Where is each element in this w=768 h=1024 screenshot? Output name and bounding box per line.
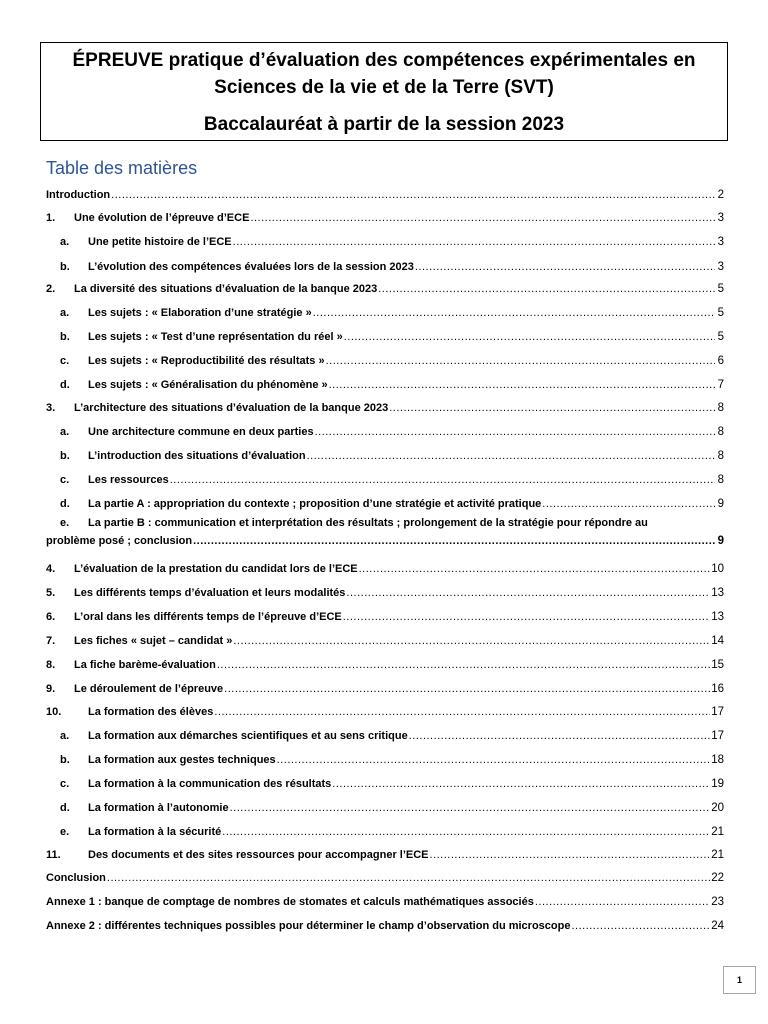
toc-entry-text: Conclusion	[46, 872, 106, 884]
toc-entry-section-2c[interactable]	[46, 348, 724, 368]
toc-entry-section-10[interactable]	[46, 699, 724, 719]
toc-leader-dots	[359, 562, 711, 576]
toc-entry-page: 8	[717, 402, 724, 414]
toc-entry-page: 8	[717, 426, 724, 438]
toc-entry-text: Les fiches « sujet – candidat »	[74, 635, 233, 647]
toc-entry-text: L’architecture des situations d’évaluation de la banque 2023	[74, 402, 389, 414]
toc-entry-number: b.	[60, 331, 70, 343]
toc-leader-dots	[224, 682, 710, 696]
toc-entry-text: Les sujets : « Elaboration d’une stratégie »	[88, 307, 312, 319]
toc-entry-text: La partie A : appropriation du contexte ; proposition d’une stratégie et activité pratique	[88, 498, 542, 510]
toc-entry-page: 9	[717, 535, 724, 547]
toc-entry-page: 9	[717, 498, 724, 510]
toc-entry-text: L’évaluation de la prestation du candidat lors de l’ECE	[74, 563, 358, 575]
toc-entry-text: Une petite histoire de l’ECE	[88, 236, 232, 248]
toc-entry-number: 3.	[46, 402, 56, 414]
toc-entry-section-3e[interactable]	[46, 514, 724, 550]
toc-leader-dots	[313, 306, 715, 320]
toc-entry-text: Annexe 2 : différentes techniques possibles pour déterminer le champ d’observation du microscope	[46, 920, 571, 932]
toc-leader-dots	[329, 378, 715, 392]
toc-entry-section-10a[interactable]	[46, 723, 724, 743]
toc-entry-number: 5.	[46, 587, 56, 599]
toc-leader-dots	[111, 188, 715, 202]
page-number: 1	[723, 966, 755, 994]
title-line-2: Sciences de la vie et de la Terre (SVT)	[214, 77, 554, 98]
title-line-3: Baccalauréat à partir de la session 2023	[203, 114, 565, 135]
toc-leader-dots	[542, 497, 715, 511]
toc-leader-dots	[326, 354, 715, 368]
toc-entry-section-3c[interactable]	[46, 467, 724, 487]
toc-heading: Table des matières	[46, 158, 198, 178]
toc-entry-text-continued: problème posé ; conclusion	[46, 535, 193, 547]
toc-entry-section-10b[interactable]	[46, 747, 724, 767]
toc-entry-annexe-1[interactable]	[46, 889, 724, 909]
toc-entry-number: c.	[60, 355, 70, 367]
toc-entry-text: Introduction	[46, 189, 111, 201]
toc-entry-page: 3	[717, 236, 724, 248]
toc-entry-page: 7	[717, 379, 724, 391]
toc-entry-page: 3	[717, 212, 724, 224]
toc-entry-page: 21	[711, 826, 724, 838]
toc-entry-text: Les sujets : « Test d’une représentation du réel »	[88, 331, 343, 343]
toc-entry-page: 13	[711, 611, 724, 623]
toc-entry-text: L’introduction des situations d’évaluation	[88, 450, 306, 462]
toc-entry-number: 2.	[46, 283, 56, 295]
toc-leader-dots	[230, 801, 711, 815]
toc-entry-text: Les ressources	[88, 474, 169, 486]
toc-entry-section-10d[interactable]	[46, 795, 724, 815]
toc-entry-section-3d[interactable]	[46, 491, 724, 511]
toc-entry-text: La partie B : communication et interprétation des résultats ; prolongement de la stratégie pour répondre au	[88, 517, 648, 529]
toc-entry-number: d.	[60, 498, 70, 510]
toc-entry-text: Des documents et des sites ressources pour accompagner l’ECE	[88, 849, 429, 861]
toc-entry-page: 19	[711, 778, 724, 790]
toc-entry-section-1a[interactable]	[46, 229, 724, 249]
toc-leader-dots	[233, 634, 710, 648]
toc-entry-number: 4.	[46, 563, 56, 575]
toc-entry-text: La fiche barème-évaluation	[74, 659, 216, 671]
toc-entry-page: 8	[717, 450, 724, 462]
toc-entry-section-10c[interactable]	[46, 771, 724, 791]
toc-leader-dots	[233, 235, 715, 249]
toc-entry-text: La formation des élèves	[88, 706, 214, 718]
toc-entry-section-2d[interactable]	[46, 372, 724, 392]
toc-entry-number: d.	[60, 379, 70, 391]
toc-entry-section-4[interactable]	[46, 556, 724, 576]
toc-leader-dots	[170, 473, 715, 487]
toc-entry-number: d.	[60, 802, 70, 814]
toc-entry-page: 24	[711, 920, 724, 932]
toc-leader-dots	[571, 919, 710, 933]
toc-entry-page: 22	[711, 872, 724, 884]
toc-entry-section-3a[interactable]	[46, 419, 724, 439]
toc-entry-page: 10	[711, 563, 724, 575]
toc-leader-dots	[346, 586, 710, 600]
toc-leader-dots	[217, 658, 710, 672]
toc-entry-page: 2	[717, 189, 724, 201]
toc-leader-dots	[343, 610, 710, 624]
toc-entry-page: 18	[711, 754, 724, 766]
toc-entry-section-1[interactable]	[46, 205, 724, 225]
toc-entry-number: 1.	[46, 212, 56, 224]
toc-leader-dots	[307, 449, 715, 463]
toc-entry-section-11[interactable]	[46, 842, 724, 862]
toc-leader-dots	[389, 401, 715, 415]
toc-entry-page: 3	[717, 261, 724, 273]
toc-entry-text: La formation à la sécurité	[88, 826, 222, 838]
toc-entry-section-10e[interactable]	[46, 819, 724, 839]
toc-entry-introduction[interactable]	[46, 182, 724, 202]
toc-leader-dots	[430, 848, 711, 862]
toc-entry-wrap-line-2	[46, 532, 724, 550]
document-title-box	[40, 42, 728, 141]
toc-entry-section-2[interactable]	[46, 276, 724, 296]
toc-entry-page: 14	[711, 635, 724, 647]
toc-entry-number: 9.	[46, 683, 56, 695]
toc-leader-dots	[535, 895, 710, 909]
toc-entry-page: 16	[711, 683, 724, 695]
toc-entry-page: 17	[711, 706, 724, 718]
toc-entry-number: e.	[60, 826, 70, 838]
toc-entry-number: a.	[60, 730, 70, 742]
toc-leader-dots	[214, 705, 710, 719]
toc-leader-dots	[415, 260, 715, 274]
toc-leader-dots	[222, 825, 710, 839]
toc-entry-number: b.	[60, 261, 70, 273]
toc-entry-section-1b[interactable]	[46, 254, 724, 274]
toc-entry-text: L’évolution des compétences évaluées lors de la session 2023	[88, 261, 414, 273]
title-line-1: ÉPREUVE pratique d’évaluation des compétences expérimentales en	[72, 50, 696, 71]
toc-leader-dots	[193, 532, 715, 550]
toc-entry-number: 7.	[46, 635, 56, 647]
toc-entry-text: La formation aux gestes techniques	[88, 754, 276, 766]
toc-entry-number: a.	[60, 426, 70, 438]
toc-entry-section-3b[interactable]	[46, 443, 724, 463]
toc-entry-section-2b[interactable]	[46, 324, 724, 344]
toc-entry-text: La diversité des situations d’évaluation de la banque 2023	[74, 283, 378, 295]
toc-leader-dots	[250, 211, 715, 225]
toc-entry-text: La formation à la communication des résultats	[88, 778, 332, 790]
toc-entry-page: 21	[711, 849, 724, 861]
toc-entry-page: 23	[711, 896, 724, 908]
toc-entry-number: c.	[60, 778, 70, 790]
toc-entry-number: c.	[60, 474, 70, 486]
toc-entry-text: La formation aux démarches scientifiques et au sens critique	[88, 730, 408, 742]
toc-entry-page: 5	[717, 283, 724, 295]
toc-entry-text: Le déroulement de l’épreuve	[74, 683, 224, 695]
toc-leader-dots	[409, 729, 710, 743]
toc-entry-text: Une architecture commune en deux parties	[88, 426, 314, 438]
toc-entry-number: a.	[60, 236, 70, 248]
toc-entry-page: 8	[717, 474, 724, 486]
toc-entry-page: 20	[711, 802, 724, 814]
toc-entry-number: b.	[60, 754, 70, 766]
toc-entry-conclusion[interactable]	[46, 865, 724, 885]
toc-entry-text: Les sujets : « Généralisation du phénomène »	[88, 379, 328, 391]
toc-entry-page: 5	[717, 307, 724, 319]
toc-entry-section-9[interactable]	[46, 676, 724, 696]
toc-entry-number: 6.	[46, 611, 56, 623]
toc-entry-number: e.	[60, 517, 70, 529]
toc-entry-number: 11.	[46, 849, 61, 861]
toc-entry-section-5[interactable]	[46, 580, 724, 600]
toc-entry-page: 5	[717, 331, 724, 343]
toc-entry-text: La formation à l’autonomie	[88, 802, 229, 814]
toc-leader-dots	[107, 871, 710, 885]
toc-entry-section-8[interactable]	[46, 652, 724, 672]
toc-entry-page: 17	[711, 730, 724, 742]
toc-entry-page: 6	[717, 355, 724, 367]
toc-entry-text: Les différents temps d’évaluation et leurs modalités	[74, 587, 346, 599]
toc-entry-text: Les sujets : « Reproductibilité des résultats »	[88, 355, 325, 367]
toc-entry-section-7[interactable]	[46, 628, 724, 648]
toc-leader-dots	[344, 330, 715, 344]
toc-leader-dots	[378, 282, 715, 296]
toc-entry-wrap-line-1	[46, 514, 724, 532]
toc-entry-text: L’oral dans les différents temps de l’épreuve d’ECE	[74, 611, 342, 623]
toc-entry-text: Une évolution de l’épreuve d’ECE	[74, 212, 250, 224]
toc-entry-page: 15	[711, 659, 724, 671]
toc-entry-page: 13	[711, 587, 724, 599]
toc-entry-text: Annexe 1 : banque de comptage de nombres de stomates et calculs mathématiques associés	[46, 896, 534, 908]
toc-entry-section-6[interactable]	[46, 604, 724, 624]
toc-leader-dots	[315, 425, 715, 439]
toc-entry-section-3[interactable]	[46, 395, 724, 415]
toc-entry-section-2a[interactable]	[46, 300, 724, 320]
toc-entry-number: 8.	[46, 659, 56, 671]
toc-leader-dots	[277, 753, 711, 767]
toc-entry-annexe-2[interactable]	[46, 913, 724, 933]
toc-leader-dots	[332, 777, 710, 791]
toc-entry-number: 10.	[46, 706, 62, 718]
toc-entry-number: a.	[60, 307, 70, 319]
toc-entry-number: b.	[60, 450, 70, 462]
